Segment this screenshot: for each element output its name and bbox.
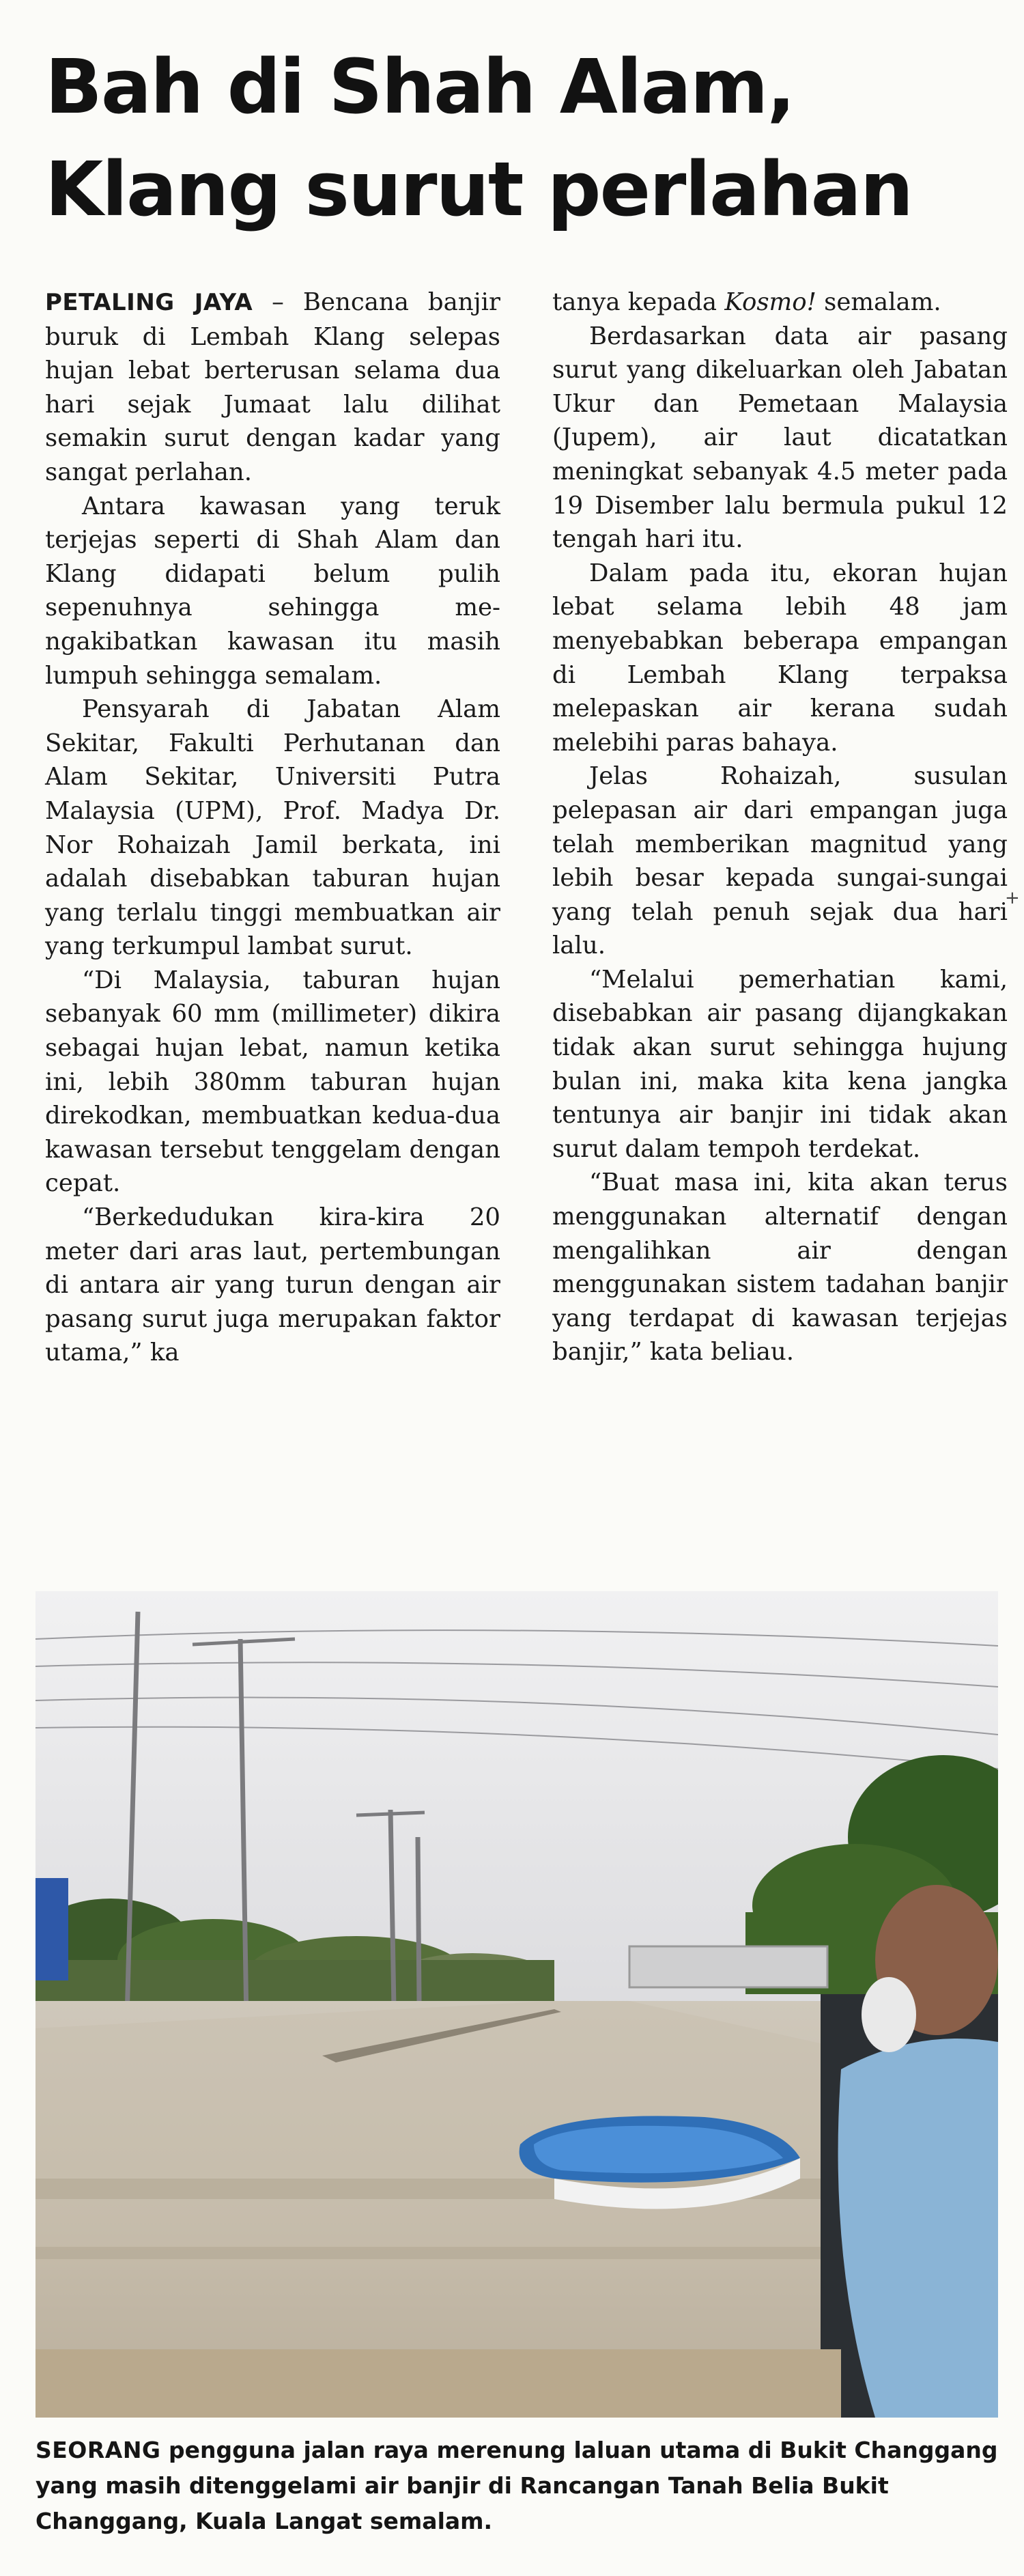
foreground-bank: [35, 2349, 841, 2418]
margin-mark: +: [1005, 888, 1020, 908]
paragraph: [45, 285, 500, 490]
headline-line-1: Bah di Shah Alam,: [45, 43, 795, 130]
paragraph: “Melalui pemerhatian kami, disebabkan air pasang dijangkakan tidak akan surut sehingga hujung bulan ini, maka kita kena jangka tentunya air banjir ini tidak akan surut dalam tempoh terdekat.: [552, 965, 1008, 1163]
flood-photo: [35, 1591, 998, 2418]
inflatable-boat: [520, 2116, 800, 2209]
paragraph-text: – Bencana banjir buruk di Lembah Klang selepas hujan lebat berterusan selama dua hari sejak Jumaat lalu dilihat semakin surut dengan kadar yang sangat perlahan.: [45, 288, 500, 486]
dateline: PETALING JAYA: [45, 289, 253, 316]
bridge: [629, 1946, 827, 1987]
article-column-2: [552, 285, 1008, 1569]
paragraph-text: semalam.: [816, 288, 941, 316]
headline: [45, 36, 1001, 240]
article-body: [45, 285, 1008, 1569]
paragraph: Jelas Rohaizah, susulan pelepasan air dari empangan juga telah memberikan magnitud yang lebih besar kepada sungai-sungai yang telah penuh sejak dua hari lalu.: [552, 762, 1008, 960]
paragraph: Pensyarah di Jabatan Alam Sekitar, Fakulti Perhutanan dan Alam Sekitar, Universiti Putra Malaysia (UPM), Prof. Madya Dr. Nor Rohaizah Jamil berkata, ini adalah disebabkan taburan hujan yang terlalu tinggi membuatkan air yang terkumpul lambat surut.: [45, 695, 500, 961]
paragraph: [552, 285, 1008, 320]
photo-caption: [35, 2433, 998, 2539]
caption-lead: SEORANG: [35, 2437, 161, 2463]
publication-name: Kosmo!: [724, 288, 816, 316]
paragraph: “Di Malaysia, taburan hujan sebanyak 60 mm (millimeter) dikira sebagai hujan lebat, namun ketika ini, lebih 380mm taburan hujan direkodkan, membuatkan kedua-dua kawasan tersebut tenggelam dengan cepat.: [45, 966, 500, 1198]
paragraph: “Buat masa ini, kita akan terus menggunakan alternatif dengan mengalihkan air dengan menggunakan sistem tadahan banjir yang terdapat di kawasan terjejas banjir,” kata beliau.: [552, 1168, 1008, 1367]
road-sign: [35, 1878, 68, 1980]
paragraph: “Berkedudukan kira-kira 20 meter dari aras laut, pertembungan di antara air yang turun dengan air pasang surut juga merupakan faktor utama,” ka: [45, 1203, 500, 1367]
article-column-1: [45, 285, 500, 1569]
paragraph: Berdasarkan data air pasang surut yang dikeluarkan oleh Jabatan Ukur dan Pemetaan Malaysia (Jupem), air laut dicatatkan meningkat sebanyak 4.5 meter pada 19 Disember lalu bermula pukul 12 tengah hari itu.: [552, 322, 1008, 554]
flood-photo-illustration: [35, 1591, 998, 2418]
headline-line-2: Klang surut perlahan: [45, 145, 913, 233]
caption-text: pengguna jalan raya merenung laluan utama di Bukit Changgang yang masih ditenggelami air banjir di Rancangan Tanah Belia Bukit Changgang, Kuala Langat semalam.: [35, 2437, 998, 2534]
paragraph-text: tanya kepada: [552, 288, 725, 316]
paragraph: Antara kawasan yang teruk terjejas seperti di Shah Alam dan Klang didapati belum pulih sepenuhnya sehingga mengakibatkan kawasan itu masih lumpuh sehingga semalam.: [45, 492, 500, 690]
paragraph: Dalam pada itu, ekoran hujan lebat selama lebih 48 jam menyebabkan beberapa empangan di Lembah Klang terpaksa melepaskan air kerana sudah melebihi paras bahaya.: [552, 559, 1008, 757]
